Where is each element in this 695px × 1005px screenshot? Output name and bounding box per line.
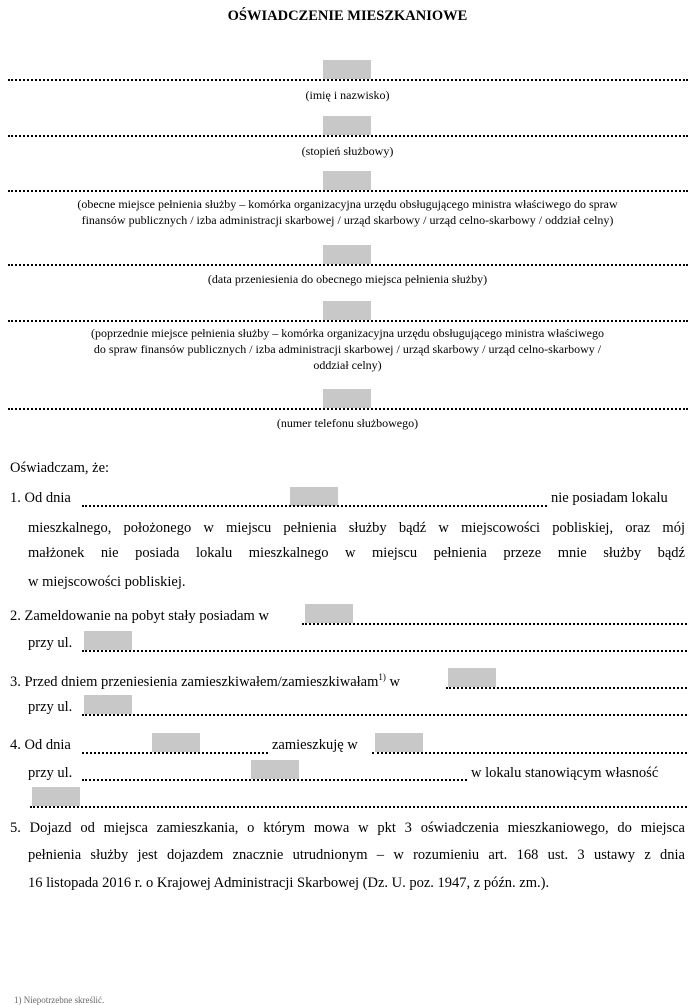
- rank-line: [8, 135, 688, 137]
- item4-date-line: [82, 752, 268, 754]
- footnote-ref: 1): [378, 672, 386, 682]
- item3-place-line: [446, 687, 687, 689]
- rank-input[interactable]: [323, 116, 371, 135]
- item1-line-1: mieszkalnego, położonego w miejscu pełnienia służby bądź w miejscowości pobliskiej, oraz mój: [28, 520, 685, 536]
- item4-street-input[interactable]: [251, 760, 299, 779]
- transfer-date-input[interactable]: [323, 245, 371, 264]
- current-service-place-caption: (obecne miejsce pełnienia służby – komórka organizacyjna urzędu obsługującego ministra właściwego do spraw finansów publicznych / izba administracji skarbowej / urząd skarbowy / urząd celno-skarbowy / oddział celny): [77, 197, 618, 227]
- item4-prefix: 4. Od dnia: [10, 737, 71, 753]
- item1-line-2: małżonek nie posiada lokalu mieszkalnego w miejscu pełnienia przeze mnie służby bądź: [28, 545, 685, 561]
- item1-suffix: nie posiadam lokalu: [551, 490, 668, 506]
- item3-street-line: [82, 714, 687, 716]
- item4-street-label: przy ul.: [28, 765, 73, 781]
- item3-place-input[interactable]: [448, 668, 496, 687]
- item3-prefix: 3. Przed dniem przeniesienia zamieszkiwałem/zamieszkiwałam$^{1)}$ w: [10, 672, 400, 690]
- phone-line: [8, 408, 688, 410]
- name-caption: (imię i nazwisko): [305, 88, 390, 102]
- transfer-date-caption: (data przeniesienia do obecnego miejsca pełnienia służby): [207, 272, 488, 286]
- item2-street-label: przy ul.: [28, 635, 73, 651]
- item4-date-input[interactable]: [152, 733, 200, 752]
- item3-street-input[interactable]: [84, 695, 132, 714]
- previous-service-place-line: [8, 320, 688, 322]
- item1-date-input[interactable]: [290, 487, 338, 506]
- item5-line-3: 16 listopada 2016 r. o Krajowej Administracji Skarbowej (Dz. U. poz. 1947, z późn. zm.).: [28, 875, 550, 891]
- item4-place-input[interactable]: [375, 733, 423, 752]
- item4-middle: zamieszkuję w: [272, 737, 358, 753]
- item2-place-input[interactable]: [305, 604, 353, 623]
- document-title: OŚWIADCZENIE MIESZKANIOWE: [227, 8, 468, 24]
- previous-service-place-input[interactable]: [323, 301, 371, 320]
- rank-caption: (stopień służbowy): [301, 144, 394, 158]
- current-service-place-line: [8, 190, 688, 192]
- item4-owner-input[interactable]: [32, 787, 80, 806]
- footnote: 1) Niepotrzebne skreślić.: [14, 995, 105, 1005]
- phone-input[interactable]: [323, 389, 371, 408]
- item2-street-input[interactable]: [84, 631, 132, 650]
- item1-date-line: [82, 505, 547, 507]
- item1-prefix: 1. Od dnia: [10, 490, 71, 506]
- item5-line-2: pełnienia służby jest dojazdem znacznie utrudnionym – w rozumieniu art. 168 ust. 3 ustawy z dnia: [28, 847, 685, 863]
- item5-line-1: 5. Dojazd od miejsca zamieszkania, o którym mowa w pkt 3 oświadczenia mieszkaniowego, do miejsca: [10, 820, 685, 836]
- item2-place-line: [302, 623, 687, 625]
- current-service-place-input[interactable]: [323, 171, 371, 190]
- item4-owner-line: [30, 806, 687, 808]
- phone-caption: (numer telefonu służbowego): [276, 416, 419, 430]
- declaration-intro: Oświadczam, że:: [10, 460, 110, 476]
- item1-line-3: w miejscowości pobliskiej.: [28, 574, 186, 590]
- previous-service-place-caption: (poprzednie miejsce pełnienia służby – komórka organizacyjna urzędu obsługującego ministra właściwego do spraw finansów publicznych / izba administracji skarbowej / urząd skarbowy / urząd celno-skarbowy / oddział celny): [91, 326, 604, 372]
- item4-street-line: [82, 779, 467, 781]
- name-input[interactable]: [323, 60, 371, 79]
- transfer-date-line: [8, 264, 688, 266]
- item2-street-line: [82, 650, 687, 652]
- item4-ownership-label: w lokalu stanowiącym własność: [471, 765, 659, 781]
- item3-street-label: przy ul.: [28, 699, 73, 715]
- item2-prefix: 2. Zameldowanie na pobyt stały posiadam w: [10, 608, 269, 624]
- item4-place-line: [372, 752, 687, 754]
- name-line: [8, 79, 688, 81]
